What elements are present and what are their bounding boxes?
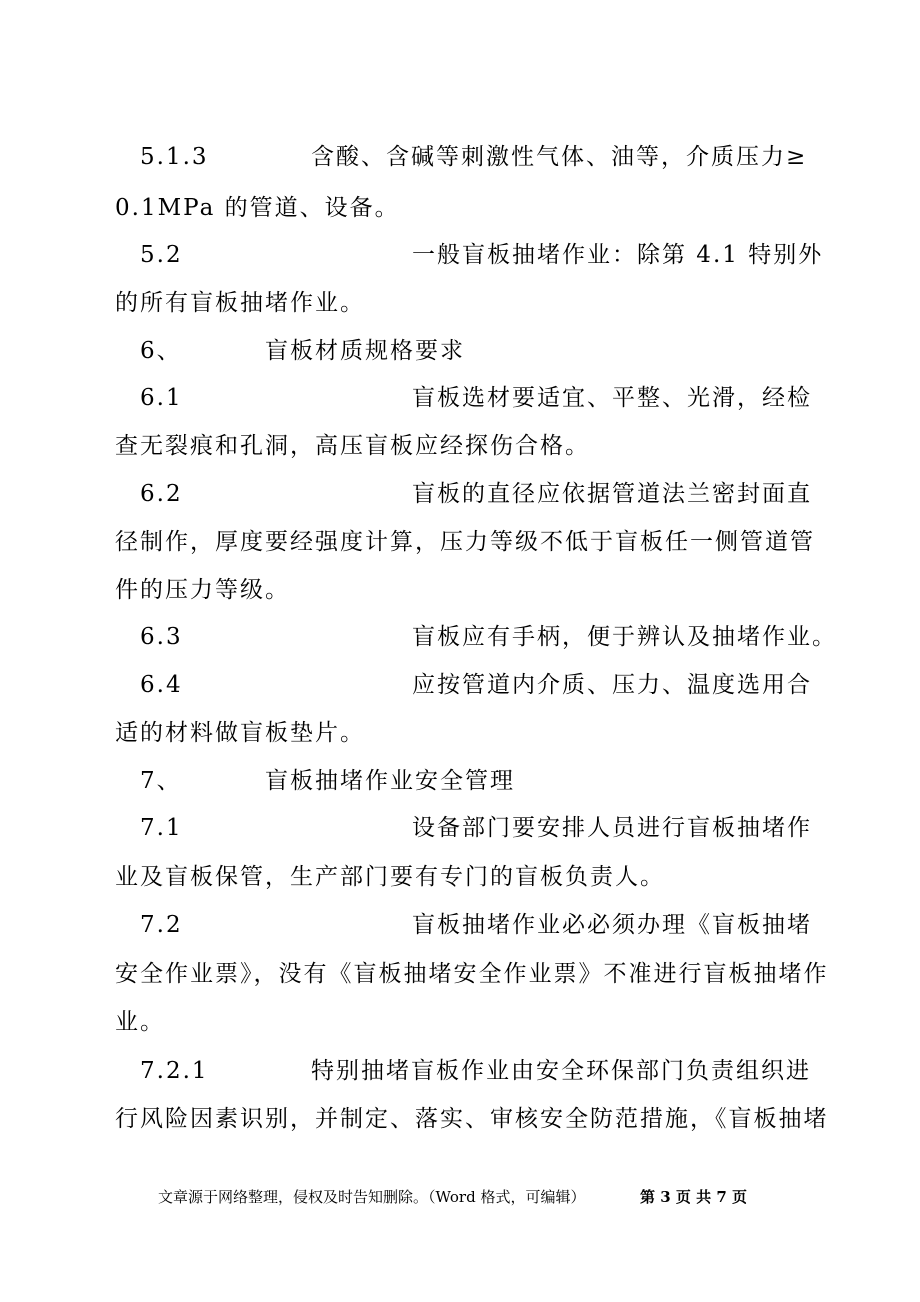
footer-note: 文章源于网络整理，侵权及时告知删除。（Word 格式，可编辑）: [158, 1188, 586, 1206]
paragraph-line: 盲板应有手柄，便于辨认及抽堵作业。: [412, 624, 837, 650]
paragraph-line: 安全作业票》，没有《盲板抽堵安全作业票》不准进行盲板抽堵作: [115, 961, 829, 987]
section-number: 7.2: [140, 912, 183, 938]
section-number: 7.2.1: [140, 1058, 209, 1084]
section-number: 6.1: [140, 385, 183, 411]
section-number: 6.4: [140, 672, 183, 698]
paragraph-line: 盲板选材要适宜、平整、光滑，经检: [412, 385, 812, 411]
section-number: 7.1: [140, 815, 183, 841]
paragraph-line: 适的材料做盲板垫片。: [115, 720, 365, 746]
paragraph-line: 含酸、含碱等刺激性气体、油等，介质压力≥: [311, 144, 808, 170]
paragraph-line: 查无裂痕和孔洞，高压盲板应经探伤合格。: [115, 433, 590, 459]
section-number: 5.1.3: [140, 144, 209, 170]
section-number: 6.3: [140, 624, 183, 650]
paragraph-line: 的所有盲板抽堵作业。: [115, 290, 365, 316]
section-number: 6.2: [140, 481, 183, 507]
paragraph-line: 盲板的直径应依据管道法兰密封面直: [412, 481, 812, 507]
paragraph-line: 0.1MPa 的管道、设备。: [115, 195, 400, 221]
section-heading: 盲板抽堵作业安全管理: [265, 768, 515, 794]
section-heading: 盲板材质规格要求: [265, 338, 465, 364]
section-number: 7、: [140, 768, 182, 794]
paragraph-line: 一般盲板抽堵作业：除第 4.1 特别外: [412, 242, 824, 268]
paragraph-line: 特别抽堵盲板作业由安全环保部门负责组织进: [311, 1058, 811, 1084]
paragraph-line: 行风险因素识别，并制定、落实、审核安全防范措施，《盲板抽堵: [115, 1106, 829, 1132]
paragraph-line: 盲板抽堵作业必必须办理《盲板抽堵: [412, 912, 812, 938]
section-number: 6、: [140, 338, 182, 364]
paragraph-line: 设备部门要安排人员进行盲板抽堵作: [412, 815, 812, 841]
page-number: 第 3 页 共 7 页: [640, 1188, 747, 1206]
section-number: 5.2: [140, 242, 183, 268]
paragraph-line: 件的压力等级。: [115, 577, 290, 603]
paragraph-line: 径制作，厚度要经强度计算，压力等级不低于盲板任一侧管道管: [115, 529, 815, 555]
paragraph-line: 业。: [115, 1009, 165, 1035]
paragraph-line: 业及盲板保管，生产部门要有专门的盲板负责人。: [115, 864, 665, 890]
paragraph-line: 应按管道内介质、压力、温度选用合: [412, 672, 812, 698]
